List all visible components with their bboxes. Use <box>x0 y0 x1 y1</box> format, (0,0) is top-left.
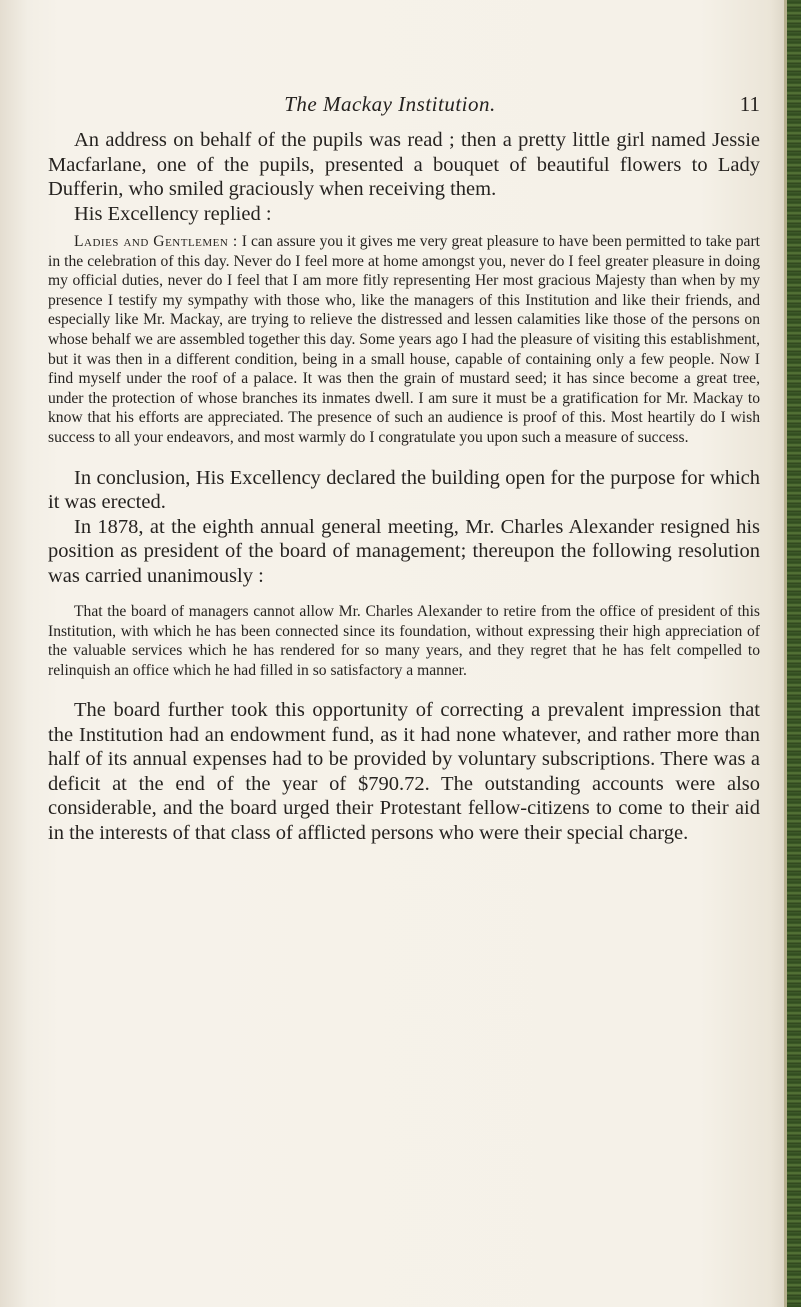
page-number: 11 <box>739 92 760 116</box>
binding-edge <box>787 0 801 1307</box>
running-title: The Mackay Institution. <box>284 92 496 116</box>
speech-body: I can assure you it gives me very great pleasure to have been permitted to take part in the celebration of this day. Never do I feel more at home amongst you, never do I feel greater pleasure in doing my official duties, never do I feel that I am more fitly representing Her most gracious Majesty than when by my presence I testify my sympathy with those who, like the managers of this Institution and like their friends, and especially like Mr. Mackay, are trying to relieve the distressed and lessen calamities like those of the persons on whose behalf we are assembled together this day. Some years ago I had the pleasure of visiting this establishment, but it was then in a different condition, being in a small house, capable of containing only a few people. Now I find myself under the roof of a palace. It was then the grain of mustard seed; it has since become a great tree, under the protection of whose branches its inmates dwell. I am sure it must be a gratification for Mr. Mackay to know that his efforts are appreciated. The presence of such an audience is proof of this. Most heartily do I wish success to all your endeavors, and most warmly do I congratulate you upon such a measure of success. <box>48 233 760 446</box>
paragraph-resignation: In 1878, at the eighth annual general meeting, Mr. Charles Alexander resigned his position as president of the board of management; thereupon the following resolution was carried unanimously : <box>48 515 760 587</box>
page-header <box>60 92 760 122</box>
speech-salutation: Ladies and Gentlemen : <box>74 233 238 250</box>
paragraph-speech <box>48 232 760 448</box>
paragraph-address: An address on behalf of the pupils was read ; then a pretty little girl named Jessie Macfarlane, one of the pupils, presented a bouquet of beautiful flowers to Lady Dufferin, who smiled graciously when receiving them. <box>48 129 760 200</box>
page-body <box>48 128 760 845</box>
paragraph-reply-intro: His Excellency replied : <box>74 202 272 225</box>
paragraph-finances: The board further took this opportunity of correcting a prevalent impression that the Institution had an endowment fund, as it had none whatever, and rather more than half of its annual expenses had to be provided by voluntary subscriptions. There was a deficit at the end of the year of $790.72. The outstanding accounts were also considerable, and the board urged their Protestant fellow-citizens to come to their aid in the interests of that class of afflicted persons who were their special charge. <box>48 699 760 844</box>
paragraph-resolution: That the board of managers cannot allow Mr. Charles Alexander to retire from the office of president of this Institution, with which he has been connected since its foundation, without expressing their high appreciation of the valuable services which he has rendered for so many years, and they regret that he has felt compelled to relinquish an office which he had filled in so satisfactory a manner. <box>48 603 760 679</box>
paragraph-conclusion: In conclusion, His Excellency declared the building open for the purpose for which it was erected. <box>48 466 760 514</box>
